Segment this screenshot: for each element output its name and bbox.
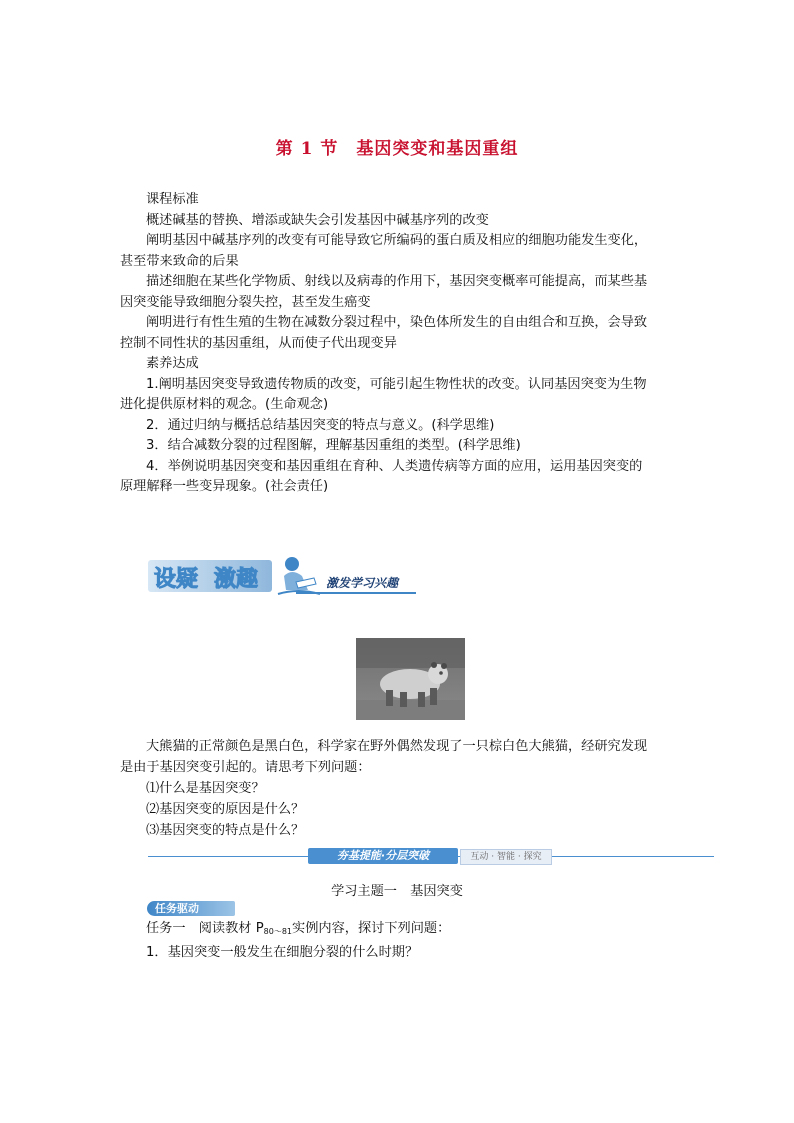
standard-line: 描述细胞在某些化学物质、射线以及病毒的作用下，基因突变概率可能提高，而某些基 — [146, 274, 648, 289]
panda-photo — [356, 638, 465, 720]
title-section-number: 第 1 节 — [275, 139, 339, 159]
task-block — [120, 918, 680, 963]
literacy-heading: 素养达成 — [146, 356, 199, 371]
standard-line: 因突变能导致细胞分裂失控，甚至发生癌变 — [120, 294, 371, 310]
standard-line: 概述碱基的替换、增添或缺失会引发基因中碱基序列的改变 — [146, 212, 489, 228]
task-question: 1．基因突变一般发生在细胞分裂的什么时期？ — [146, 945, 419, 960]
section-bar — [148, 848, 714, 864]
task-pages: 80～81 — [263, 927, 293, 936]
banner-box — [148, 560, 272, 592]
literacy-line: 1.阐明基因突变导致遗传物质的改变，可能引起生物性状的改变。认同基因突变为生物 — [146, 376, 647, 392]
task-prefix: 任务一 阅读教材 P — [146, 921, 264, 936]
question-item: ⑶基因突变的特点是什么？ — [146, 823, 305, 838]
standards-heading: 课程标准 — [146, 192, 199, 207]
standard-line: 控制不同性状的基因重组，从而使子代出现变异 — [120, 335, 397, 351]
intro-paragraph-line: 是由于基因突变引起的。请思考下列问题： — [120, 760, 371, 775]
banner-subtitle: 激发学习兴趣 — [326, 576, 399, 590]
standard-line: 甚至带来致命的后果 — [120, 253, 239, 269]
task-instruction — [120, 918, 680, 942]
task-tag: 任务驱动 — [147, 901, 235, 916]
question-item: ⑵基因突变的原因是什么？ — [146, 802, 305, 817]
literacy-line: 4．举例说明基因突变和基因重组在育种、人类遗传病等方面的应用，运用基因突变的 — [146, 458, 643, 474]
literacy-line: 原理解释一些变异现象。(社会责任) — [120, 479, 329, 494]
literacy-line: 2．通过归纳与概括总结基因突变的特点与意义。(科学思维) — [146, 417, 495, 433]
task-suffix: 实例内容，探讨下列问题： — [292, 921, 451, 936]
standard-line: 阐明基因中碱基序列的改变有可能导致它所编码的蛋白质及相应的细胞功能发生变化， — [146, 233, 648, 248]
section-bar-subtitle: 互动 · 智能 · 探究 — [460, 849, 552, 865]
intro-block — [120, 736, 680, 841]
question-item: ⑴什么是基因突变？ — [146, 781, 265, 796]
intro-paragraph-line: 大熊猫的正常颜色是黑白色，科学家在野外偶然发现了一只棕白色大熊猫，经研究发现 — [146, 739, 648, 754]
banner-underline — [296, 592, 416, 594]
literacy-line: 进化提供原材料的观念。(生命观念) — [120, 397, 329, 412]
section-bar-title: 夯基提能·分层突破 — [308, 848, 458, 864]
topic-heading: 学习主题一 基因突变 — [331, 884, 463, 899]
interest-banner — [148, 554, 418, 602]
banner-word-1: 设疑 — [154, 567, 199, 592]
title-text: 基因突变和基因重组 — [356, 139, 519, 159]
standards-block — [120, 190, 680, 498]
standard-line: 阐明进行有性生殖的生物在减数分裂过程中，染色体所发生的自由组合和互换，会导致 — [146, 315, 648, 330]
literacy-line: 3．结合减数分裂的过程图解，理解基因重组的类型。(科学思维) — [146, 438, 521, 453]
page-title — [0, 134, 794, 159]
banner-word-2: 激趣 — [214, 567, 259, 592]
